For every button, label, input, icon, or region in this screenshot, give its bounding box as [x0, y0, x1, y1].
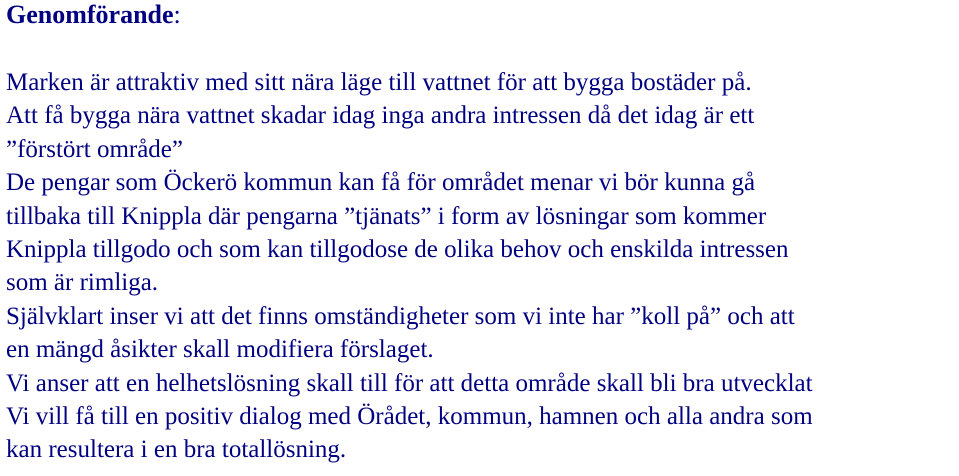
text-line: Marken är attraktiv med sitt nära läge till vattnet för att bygga bostäder på.	[6, 69, 752, 96]
body-paragraph	[6, 66, 956, 467]
text-line: Vi anser att en helhetslösning skall till för att detta område skall bli bra utvecklat	[6, 369, 813, 397]
text-line: en mängd åsikter skall modifiera förslaget.	[6, 336, 434, 364]
page-title-text: Genomförande	[6, 0, 174, 29]
page-title	[6, 0, 181, 30]
text-line: Vi vill få till en positiv dialog med Örådet, kommun, hamnen och alla andra som	[6, 403, 813, 431]
page-title-colon: :	[173, 0, 181, 29]
text-line: De pengar som Öckerö kommun kan få för området menar vi bör kunna gå	[6, 169, 756, 197]
text-line: kan resultera i en bra totallösning.	[6, 436, 347, 464]
text-line: Knippla tillgodo och som kan tillgodose de olika behov och enskilda intressen	[6, 236, 789, 264]
text-line: som är rimliga.	[6, 269, 159, 297]
text-line: ”förstört område”	[6, 135, 184, 163]
text-line: tillbaka till Knippla där pengarna ”tjänats” i form av lösningar som kommer	[6, 202, 767, 230]
text-line: Att få bygga nära vattnet skadar idag inga andra intressen då det idag är ett	[6, 102, 755, 130]
text-line: Självklart inser vi att det finns omständigheter som vi inte har ”koll på” och att	[6, 302, 795, 330]
